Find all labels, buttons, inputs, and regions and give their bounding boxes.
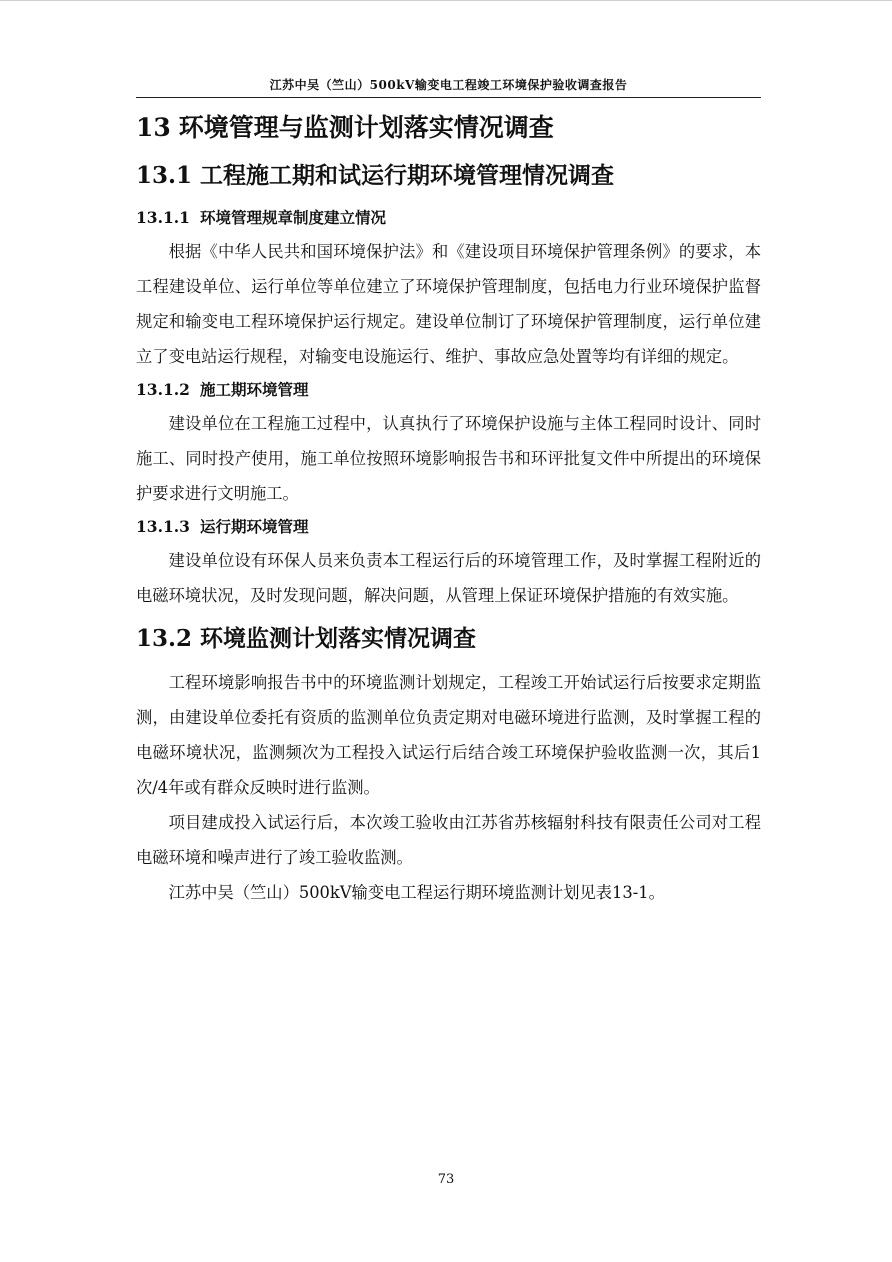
- chapter-heading: [136, 106, 761, 150]
- subsection-title: 施工期环境管理: [199, 380, 309, 399]
- subsection-title: 环境管理规章制度建立情况: [199, 208, 386, 227]
- page-number: 73: [437, 1172, 455, 1187]
- paragraph-13-1-3: 建设单位设有环保人员来负责本工程运行后的环境管理工作，及时掌握工程附近的电磁环境状况，及时发现问题，解决问题，从管理上保证环境保护措施的有效实施。: [136, 551, 761, 605]
- paragraph-13-1-2: 建设单位在工程施工过程中，认真执行了环境保护设施与主体工程同时设计、同时施工、同时投产使用，施工单位按照环境影响报告书和环评批复文件中所提出的环境保护要求进行文明施工。: [136, 414, 761, 503]
- subsection-heading-13-1-3: [136, 511, 761, 543]
- subsection-number: 13.1.3: [136, 517, 190, 536]
- subsection-number: 13.1.1: [136, 208, 190, 227]
- subsection-title: 运行期环境管理: [199, 517, 309, 536]
- page-top-edge: [0, 0, 892, 1]
- section-number: 13.2: [136, 625, 193, 652]
- paragraph-13-2-c: 江苏中吴（竺山）500kV输变电工程运行期环境监测计划见表13-1。: [168, 883, 665, 902]
- subsection-heading-13-1-2: [136, 374, 761, 406]
- paragraph-13-1-1: 根据《中华人民共和国环境保护法》和《建设项目环境保护管理条例》的要求，本工程建设单位、运行单位等单位建立了环境保护管理制度，包括电力行业环境保护监督规定和输变电工程环境保护运行规定。建设单位制订了环境保护管理制度，运行单位建立了变电站运行规程，对输变电设施运行、维护、事故应急处置等均有详细的规定。: [136, 242, 761, 366]
- header-rule: [136, 97, 761, 98]
- paragraph-13-2-b: 项目建成投入试运行后，本次竣工验收由江苏省苏核辐射科技有限责任公司对工程电磁环境和噪声进行了竣工验收监测。: [136, 813, 761, 867]
- section-heading-13-2: [136, 613, 761, 665]
- running-header: 江苏中吴（竺山）500kV输变电工程竣工环境保护验收调查报告: [269, 78, 628, 92]
- section-title: 工程施工期和试运行期环境管理情况调查: [200, 162, 615, 189]
- subsection-number: 13.1.2: [136, 380, 190, 399]
- page-content: [136, 106, 761, 910]
- chapter-title: 环境管理与监测计划落实情况调查: [178, 113, 554, 142]
- chapter-number: 13: [136, 113, 171, 142]
- paragraph-13-2-a: 工程环境影响报告书中的环境监测计划规定，工程竣工开始试运行后按要求定期监测，由建设单位委托有资质的监测单位负责定期对电磁环境进行监测，及时掌握工程的电磁环境状况，监测频次为工程投入试运行后结合竣工环境保护验收监测一次，其后1次/4年或有群众反映时进行监测。: [136, 673, 761, 797]
- subsection-heading-13-1-1: [136, 202, 761, 234]
- section-heading-13-1: [136, 150, 761, 202]
- section-number: 13.1: [136, 162, 193, 189]
- section-title: 环境监测计划落实情况调查: [200, 625, 477, 652]
